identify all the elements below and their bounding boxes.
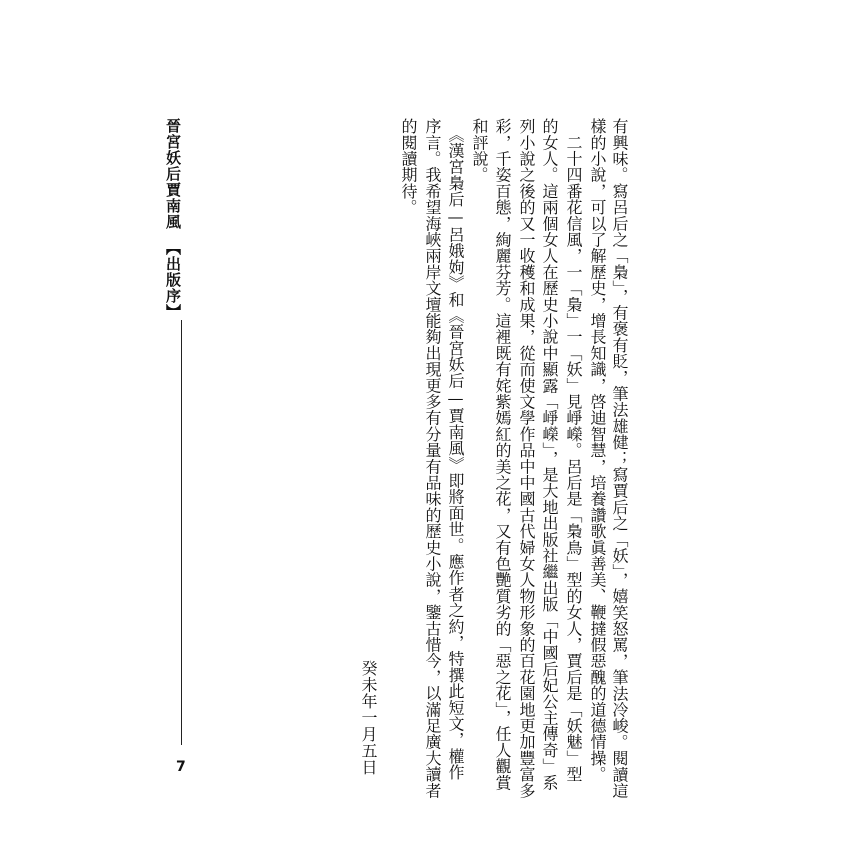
text-column-10: 的閱讀期待。 [399, 118, 418, 216]
section-label: 【出版序】 [164, 240, 182, 320]
text-column-7: 和評說。 [470, 118, 489, 183]
page-number: 7 [176, 759, 186, 775]
text-column-9: 序言。我希望海峽兩岸文壇能夠出現更多有分量有品味的歷史小說，鑒古惜今，以滿足廣大讀者 [423, 118, 442, 799]
text-column-8: 《漢宮梟后—呂娥姁》和《晉宮妖后—賈南風》即將面世。應作者之約，特撰此短文，權作 [446, 118, 465, 781]
margin-rule [181, 320, 182, 745]
text-column-6: 彩，千姿百態，絢麗芬芳。這裡既有姹紫嫣紅的美之花，又有色艷質劣的「惡之花」，任人觀賞 [493, 118, 512, 791]
text-column-4: 的女人。這兩個女人在歷史小說中顯露「崢嶸」，是大地出版社繼出版「中國后妃公主傳奇」系 [540, 118, 559, 791]
text-column-1: 有興味。寫呂后之「梟」，有褒有貶，筆法雄健；寫賈后之「妖」，嬉笑怒罵，筆法冷峻。閱讀這 [610, 118, 629, 799]
book-title: 晉宮妖后賈南風 [164, 118, 182, 230]
text-column-2: 樣的小說，可以了解歷史，增長知識，啓迪智慧，培養讚歌眞善美、鞭撻假惡醜的道德情操。 [588, 118, 607, 783]
text-column-3: 二十四番花信風，一「梟」一「妖」見崢嶸。呂后是「梟鳥」型的女人，賈后是「妖魅」型 [564, 118, 583, 783]
running-head [165, 118, 180, 320]
date-signature: 癸未年一月五日 [359, 660, 378, 776]
text-column-5: 列小說之後的又一收穫和成果，從而使文學作品中中國古代婦女人物形象的百花園地更加豐富多 [517, 118, 536, 799]
